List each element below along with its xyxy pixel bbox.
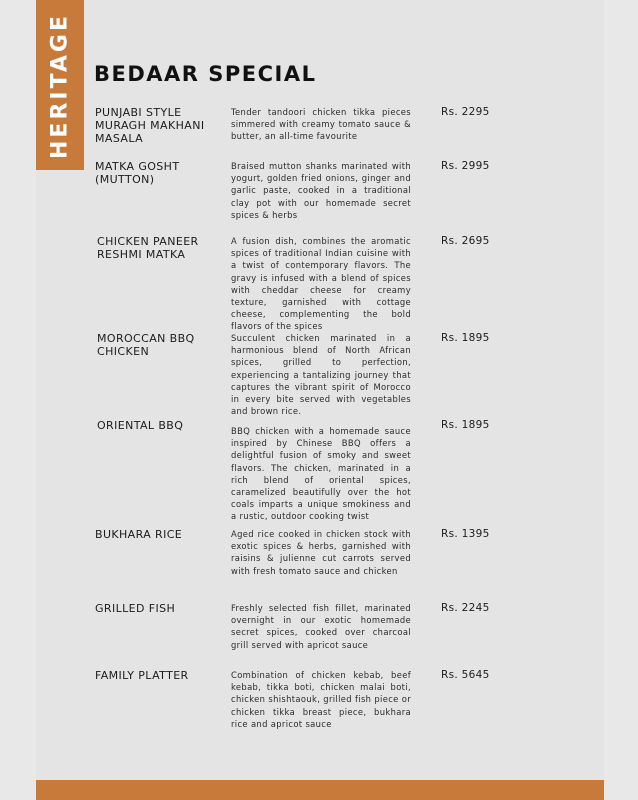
heritage-tab — [36, 0, 84, 170]
menu-item-price: Rs. 1395 — [441, 528, 490, 540]
section-title: BEDAAR SPECIAL — [94, 62, 317, 86]
menu-item-price: Rs. 2295 — [441, 106, 490, 118]
menu-item-description: Succulent chicken marinated in a harmonious blend of North African spices, grilled to perfection, experiencing a tantalizing journey that captures the vibrant spirit of Morocco in every bite served with vegetables and brown rice. — [231, 333, 411, 417]
menu-item-name: BUKHARA RICE — [95, 528, 183, 541]
menu-item-description: Tender tandoori chicken tikka pieces simmered with creamy tomato sauce & butter, an all-time favourite — [231, 107, 411, 142]
menu-item-name: MOROCCAN BBQ CHICKEN — [97, 332, 195, 358]
menu-item-description: Combination of chicken kebab, beef kebab, tikka boti, chicken malai boti, chicken shishtaouk, grilled fish piece or chicken tikka breast piece, bukhara rice and apricot sauce — [231, 670, 411, 729]
menu-item-price: Rs. 2995 — [441, 160, 490, 172]
menu-item-name: CHICKEN PANEER RESHMI MATKA — [97, 235, 199, 261]
menu-item-description: BBQ chicken with a homemade sauce inspired by Chinese BBQ offers a delightful fusion of smoky and sweet flavors. The chicken, marinated in a rich blend of oriental spices, caramelized beautifully over the hot coals imparts a unique smokiness and a rustic, outdoor cooking twist — [231, 426, 411, 522]
menu-item-name: FAMILY PLATTER — [95, 669, 189, 682]
menu-item-name: MATKA GOSHT (MUTTON) — [95, 160, 180, 186]
footer-bar — [36, 780, 604, 800]
menu-item-description: Freshly selected fish fillet, marinated overnight in our exotic homemade secret spices, cooked over charcoal grill served with apricot sauce — [231, 603, 411, 650]
menu-item-description: Aged rice cooked in chicken stock with exotic spices & herbs, garnished with raisins & julienne cut carrots served with fresh tomato sauce and chicken — [231, 529, 411, 576]
menu-item-price: Rs. 1895 — [441, 332, 490, 344]
menu-item-description: Braised mutton shanks marinated with yogurt, golden fried onions, ginger and garlic paste, cooked in a traditional clay pot with our homemade secret spices & herbs — [231, 161, 411, 220]
heritage-label: HERITAGE — [47, 13, 73, 159]
menu-item-price: Rs. 2695 — [441, 235, 490, 247]
menu-item-price: Rs. 5645 — [441, 669, 490, 681]
menu-item-name: ORIENTAL BBQ — [97, 419, 184, 432]
menu-item-description: A fusion dish, combines the aromatic spices of traditional Indian cuisine with a twist of contemporary flavors. The gravy is infused with a blend of spices with cheddar cheese for creamy texture, garnished with cottage cheese, complementing the bold flavors of the spices — [231, 236, 411, 332]
menu-item-price: Rs. 1895 — [441, 419, 490, 431]
menu-item-price: Rs. 2245 — [441, 602, 490, 614]
menu-item-name: PUNJABI STYLE MURAGH MAKHANI MASALA — [95, 106, 205, 145]
menu-item-name: GRILLED FISH — [95, 602, 176, 615]
